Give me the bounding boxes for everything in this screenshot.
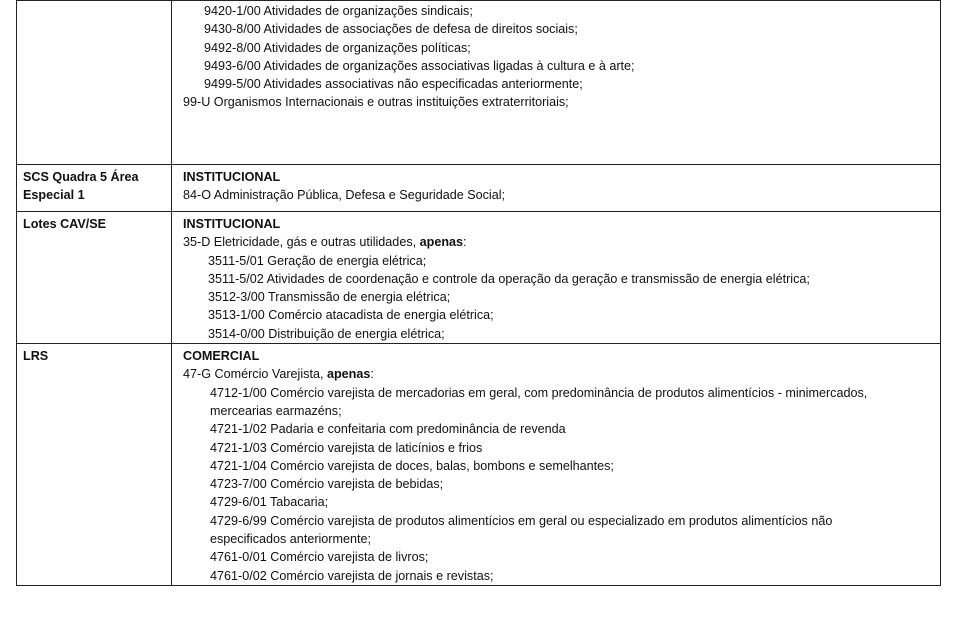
activity-cell: [172, 344, 941, 586]
activity-line-continuation: mercearias earmazéns;: [210, 403, 342, 418]
activity-line: 84-O Administração Pública, Defesa e Seguridade Social;: [183, 188, 506, 203]
table-row: [17, 344, 941, 586]
activity-line: 3512-3/00 Transmissão de energia elétrica;: [208, 290, 451, 305]
activity-line: 4729-6/01 Tabacaria;: [210, 495, 329, 510]
activity-line: 4721-1/03 Comércio varejista de laticínios e frios: [210, 440, 483, 455]
section-line: [183, 233, 934, 251]
location-label: SCS Quadra 5 Área: [23, 170, 139, 184]
activity-line: 3513-1/00 Comércio atacadista de energia elétrica;: [208, 308, 494, 323]
activity-cell: [172, 212, 941, 344]
activity-line: 4761-0/02 Comércio varejista de jornais e revistas;: [210, 568, 494, 583]
activity-line: 9499-5/00 Atividades associativas não especificadas anteriormente;: [204, 77, 583, 92]
activity-line: 4721-1/02 Padaria e confeitaria com predominância de revenda: [210, 422, 566, 437]
section-qualifier: apenas: [419, 235, 464, 250]
location-cell: [17, 344, 172, 586]
activity-line-continuation: especificados anteriormente;: [210, 532, 372, 547]
section-qualifier: apenas: [326, 367, 371, 382]
activity-line: 4761-0/01 Comércio varejista de livros;: [210, 550, 429, 565]
activity-line: 9430-8/00 Atividades de associações de defesa de direitos sociais;: [204, 22, 578, 37]
section-line: [183, 365, 934, 383]
activity-line: 9420-1/00 Atividades de organizações sindicais;: [204, 4, 473, 18]
activity-cell: [172, 1, 941, 165]
location-cell: [17, 1, 172, 165]
activities-table: [16, 0, 941, 586]
activity-line: 99-U Organismos Internacionais e outras instituições extraterritoriais;: [183, 95, 569, 110]
section-end: :: [463, 235, 467, 250]
table-row: [17, 165, 941, 212]
activity-line: 3514-0/00 Distribuição de energia elétrica;: [208, 326, 445, 341]
activity-line: 3511-5/01 Geração de energia elétrica;: [208, 253, 427, 268]
section-text: 35-D Eletricidade, gás e outras utilidades,: [183, 235, 420, 250]
location-label: Especial 1: [23, 188, 85, 203]
activity-line: 4729-6/99 Comércio varejista de produtos alimentícios em geral ou especializado em produtos alimentícios não: [210, 513, 833, 528]
activity-line: 4723-7/00 Comércio varejista de bebidas;: [210, 477, 444, 492]
activity-line: 4712-1/00 Comércio varejista de mercadorias em geral, com predominância de produtos alimentícios - minimercados,: [210, 385, 868, 400]
location-cell: [17, 165, 172, 212]
activity-cell: [172, 165, 941, 212]
activity-line: 9492-8/00 Atividades de organizações políticas;: [204, 40, 471, 55]
location-cell: [17, 212, 172, 344]
activity-line: 4721-1/04 Comércio varejista de doces, balas, bombons e semelhantes;: [210, 458, 614, 473]
category-heading: INSTITUCIONAL: [183, 170, 281, 184]
section-end: :: [370, 367, 374, 382]
activity-line: 9493-6/00 Atividades de organizações associativas ligadas à cultura e à arte;: [204, 58, 635, 73]
activity-line: 3511-5/02 Atividades de coordenação e controle da operação da geração e transmissão de energia elétrica;: [208, 271, 810, 286]
category-heading: COMERCIAL: [183, 349, 260, 364]
location-label: Lotes CAV/SE: [23, 217, 107, 231]
table-row: [17, 212, 941, 344]
table-row: [17, 1, 941, 165]
category-heading: INSTITUCIONAL: [183, 217, 281, 231]
section-text: 47-G Comércio Varejista,: [183, 367, 327, 382]
location-label: LRS: [23, 349, 49, 364]
